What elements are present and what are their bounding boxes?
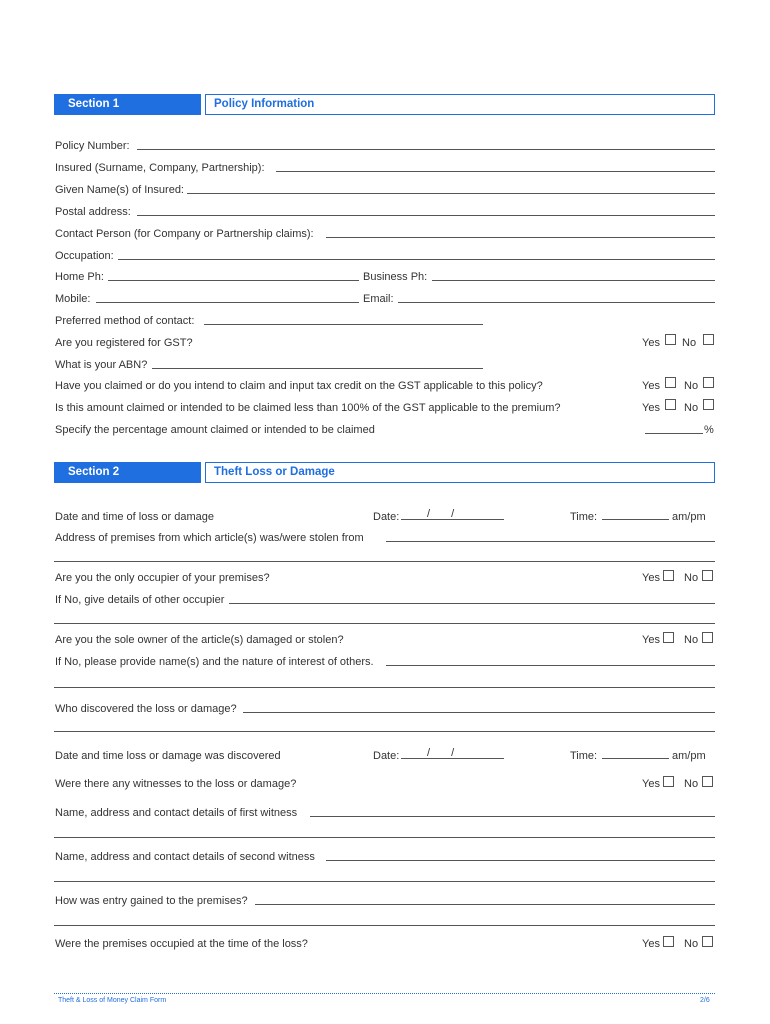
less-than-no-label: No [684, 402, 699, 414]
first-witness-field-2[interactable] [54, 837, 715, 838]
witnesses-yes-label: Yes [642, 778, 660, 790]
occupation-field[interactable] [118, 259, 715, 260]
preferred-contact-field[interactable] [204, 324, 483, 325]
only-occupier-no-checkbox[interactable] [702, 570, 713, 581]
preferred-contact-label: Preferred method of contact: [55, 315, 195, 327]
only-occupier-question: Are you the only occupier of your premises? [55, 572, 270, 584]
page-number: 2/6 [700, 997, 710, 1004]
entry-gained-field-2[interactable] [54, 925, 715, 926]
percentage-label: Specify the percentage amount claimed or intended to be claimed [55, 424, 375, 436]
section-2-tab: Section 2 [54, 462, 201, 483]
occupied-yes-label: Yes [642, 938, 660, 950]
who-discovered-field-2[interactable] [54, 731, 715, 732]
occupied-yes-checkbox[interactable] [663, 936, 674, 947]
other-occupier-field-2[interactable] [54, 623, 715, 624]
witnesses-yes-checkbox[interactable] [663, 776, 674, 787]
email-label: Email: [363, 293, 394, 305]
footer-title: Theft & Loss of Money Claim Form [58, 997, 167, 1004]
address-premises-field[interactable] [386, 541, 715, 542]
given-names-label: Given Name(s) of Insured: [55, 184, 184, 196]
given-names-field[interactable] [187, 193, 715, 194]
gst-yes-checkbox[interactable] [665, 334, 676, 345]
only-occupier-no-label: No [684, 572, 699, 584]
discovered-date-slashes: / / [427, 747, 455, 759]
claim-credit-yes-label: Yes [642, 380, 660, 392]
first-witness-field[interactable] [310, 816, 715, 817]
witnesses-question: Were there any witnesses to the loss or damage? [55, 778, 297, 790]
abn-label: What is your ABN? [55, 359, 148, 371]
other-occupier-field[interactable] [229, 603, 715, 604]
second-witness-field[interactable] [326, 860, 715, 861]
policy-number-label: Policy Number: [55, 140, 130, 152]
occupied-question: Were the premises occupied at the time of the loss? [55, 938, 308, 950]
policy-number-field[interactable] [137, 149, 715, 150]
business-ph-field[interactable] [432, 280, 715, 281]
insured-label: Insured (Surname, Company, Partnership): [55, 162, 265, 174]
who-discovered-field[interactable] [243, 712, 715, 713]
second-witness-label: Name, address and contact details of second witness [55, 851, 315, 863]
discovered-date-label: Date: [373, 750, 400, 762]
sole-owner-question: Are you the sole owner of the article(s) damaged or stolen? [55, 634, 344, 646]
claim-credit-yes-checkbox[interactable] [665, 377, 676, 388]
loss-ampm: am/pm [672, 511, 706, 523]
occupied-no-checkbox[interactable] [702, 936, 713, 947]
discovered-ampm: am/pm [672, 750, 706, 762]
home-ph-field[interactable] [108, 280, 359, 281]
percentage-field[interactable] [645, 433, 703, 434]
date-time-discovered-label: Date and time loss or damage was discovered [55, 750, 281, 762]
postal-address-label: Postal address: [55, 206, 131, 218]
second-witness-field-2[interactable] [54, 881, 715, 882]
other-occupier-label: If No, give details of other occupier [55, 594, 225, 606]
gst-no-label: No [682, 337, 697, 349]
email-field[interactable] [398, 302, 715, 303]
section-2-title: Theft Loss or Damage [205, 462, 715, 483]
sole-owner-no-checkbox[interactable] [702, 632, 713, 643]
other-names-field-2[interactable] [54, 687, 715, 688]
entry-gained-field[interactable] [255, 904, 715, 905]
discovered-time-label: Time: [570, 750, 598, 762]
address-premises-field-2[interactable] [54, 561, 715, 562]
loss-date-slashes: / / [427, 508, 455, 520]
less-than-yes-checkbox[interactable] [665, 399, 676, 410]
only-occupier-yes-label: Yes [642, 572, 660, 584]
other-names-field[interactable] [386, 665, 715, 666]
witnesses-no-checkbox[interactable] [702, 776, 713, 787]
loss-date-label: Date: [373, 511, 400, 523]
gst-yes-label: Yes [642, 337, 660, 349]
abn-field[interactable] [152, 368, 483, 369]
occupied-no-label: No [684, 938, 699, 950]
other-names-label: If No, please provide name(s) and the nature of interest of others. [55, 656, 374, 668]
sole-owner-no-label: No [684, 634, 699, 646]
mobile-label: Mobile: [55, 293, 91, 305]
percent-sign: % [704, 424, 714, 436]
sole-owner-yes-checkbox[interactable] [663, 632, 674, 643]
who-discovered-label: Who discovered the loss or damage? [55, 703, 237, 715]
occupation-label: Occupation: [55, 250, 114, 262]
section-1-title: Policy Information [205, 94, 715, 115]
claim-credit-question: Have you claimed or do you intend to claim and input tax credit on the GST applicable to this policy? [55, 380, 543, 392]
business-ph-label: Business Ph: [363, 271, 428, 283]
date-time-loss-label: Date and time of loss or damage [55, 511, 214, 523]
less-than-question: Is this amount claimed or intended to be claimed less than 100% of the GST applicable to the premium? [55, 402, 561, 414]
less-than-no-checkbox[interactable] [703, 399, 714, 410]
sole-owner-yes-label: Yes [642, 634, 660, 646]
claim-credit-no-label: No [684, 380, 699, 392]
insured-field[interactable] [276, 171, 715, 172]
gst-no-checkbox[interactable] [703, 334, 714, 345]
address-premises-label: Address of premises from which article(s) was/were stolen from [55, 532, 364, 544]
postal-address-field[interactable] [137, 215, 715, 216]
footer-divider [54, 993, 715, 994]
section-1-tab: Section 1 [54, 94, 201, 115]
loss-time-label: Time: [570, 511, 598, 523]
entry-gained-label: How was entry gained to the premises? [55, 895, 248, 907]
contact-person-label: Contact Person (for Company or Partnership claims): [55, 228, 314, 240]
only-occupier-yes-checkbox[interactable] [663, 570, 674, 581]
gst-question: Are you registered for GST? [55, 337, 193, 349]
mobile-field[interactable] [96, 302, 359, 303]
claim-credit-no-checkbox[interactable] [703, 377, 714, 388]
discovered-time-field[interactable] [602, 758, 669, 759]
less-than-yes-label: Yes [642, 402, 660, 414]
home-ph-label: Home Ph: [55, 271, 104, 283]
loss-time-field[interactable] [602, 519, 669, 520]
contact-person-field[interactable] [326, 237, 715, 238]
first-witness-label: Name, address and contact details of first witness [55, 807, 298, 819]
witnesses-no-label: No [684, 778, 699, 790]
